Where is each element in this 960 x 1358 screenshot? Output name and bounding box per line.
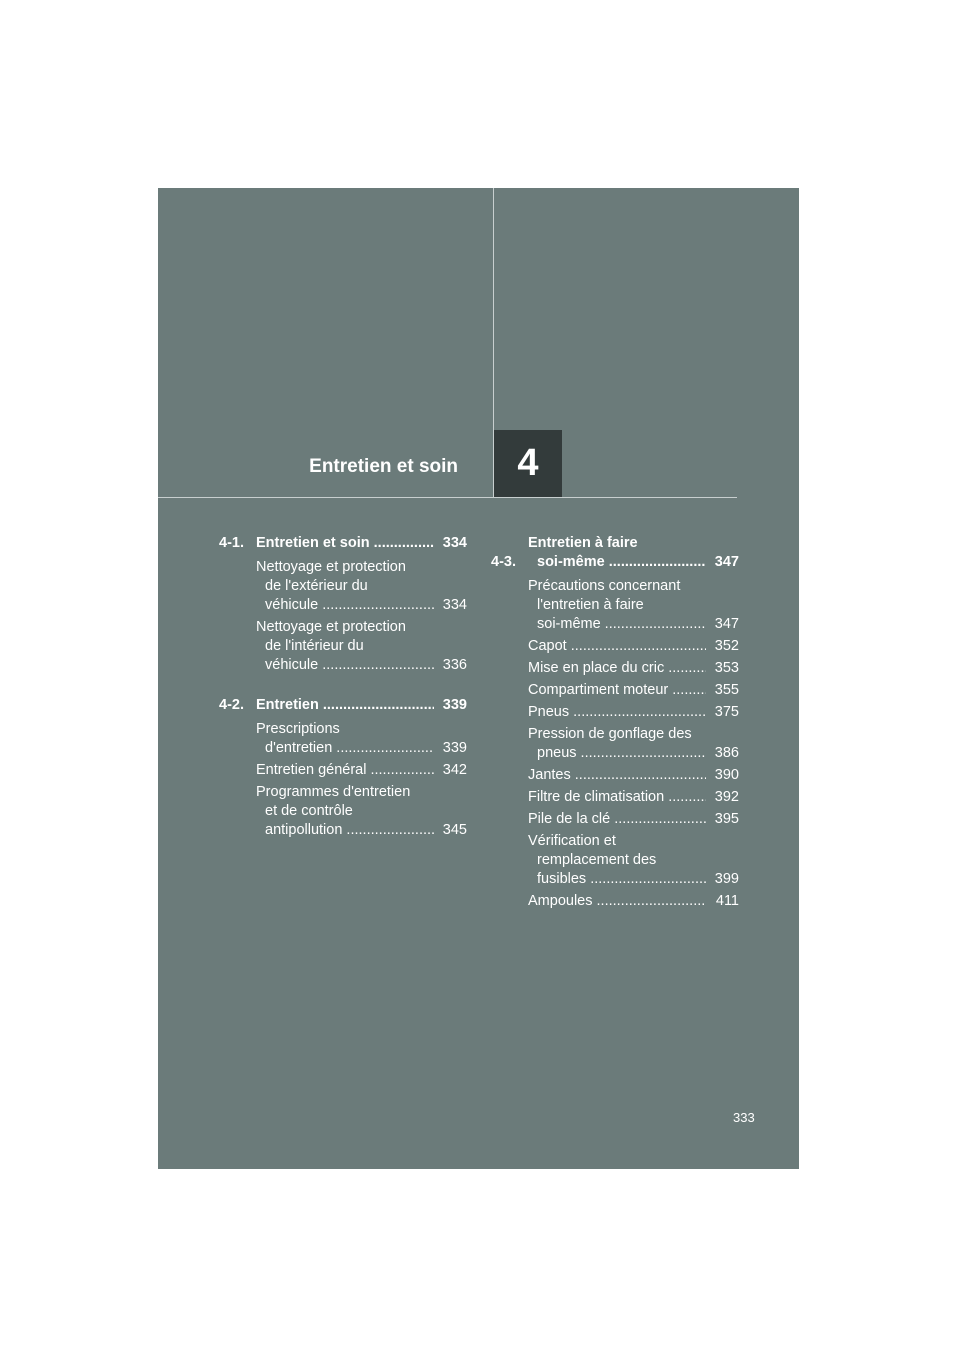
toc-section-title: [256, 534, 434, 553]
page-number: 333: [733, 1110, 755, 1125]
toc-page-ref: 352: [714, 638, 739, 654]
toc-text-line: Ampoules .....: [528, 892, 706, 911]
toc-entries: [491, 577, 739, 911]
toc-page-ref: 334: [442, 597, 467, 613]
toc-entry-title: [256, 761, 434, 780]
toc-entry[interactable]: [528, 577, 739, 634]
toc-entry-title: [528, 681, 706, 700]
toc-column-left: [219, 534, 467, 861]
toc-text-line: Pile de la clé .....: [528, 810, 706, 829]
toc-text-line: soi-même .....: [528, 615, 706, 634]
toc-page-ref: 386: [714, 745, 739, 761]
toc-column-right: [491, 534, 739, 932]
toc-entry[interactable]: [528, 788, 739, 807]
toc-page-ref: 339: [442, 740, 467, 756]
toc-text-line: antipollution .....: [256, 821, 434, 840]
toc-text-line: Nettoyage et protection: [256, 559, 406, 575]
toc-entry[interactable]: [528, 766, 739, 785]
toc-page-ref: 395: [714, 811, 739, 827]
toc-entry[interactable]: [528, 810, 739, 829]
toc-text-line: et de contrôle: [265, 803, 353, 819]
toc-text-line: Pneus .....: [528, 703, 706, 722]
toc-entry[interactable]: [528, 892, 739, 911]
toc-entry[interactable]: [528, 725, 739, 763]
toc-text-line: Entretien général .....: [256, 761, 434, 780]
toc-entry[interactable]: [528, 681, 739, 700]
toc-entry[interactable]: [256, 558, 467, 615]
toc-text-line: Vérification et: [528, 833, 616, 849]
toc-text-line: Entretien .....: [256, 696, 434, 715]
toc-page-ref: 345: [442, 822, 467, 838]
toc-text-line: véhicule .....: [256, 656, 434, 675]
toc-entry-title: [528, 832, 706, 889]
toc-text-line: remplacement des: [537, 852, 657, 868]
toc-entry[interactable]: [256, 618, 467, 675]
toc-entry-title: [256, 618, 434, 675]
toc-text-line: véhicule .....: [256, 596, 434, 615]
chapter-title: Entretien et soin: [309, 456, 458, 477]
toc-text-line: Prescriptions: [256, 721, 340, 737]
toc-entry-title: [528, 659, 706, 678]
toc-text-line: Compartiment moteur .....: [528, 681, 706, 700]
toc-section: [491, 534, 739, 911]
toc-entry[interactable]: [528, 703, 739, 722]
toc-entry[interactable]: [528, 637, 739, 656]
toc-section-title: [256, 696, 434, 715]
toc-section-title: [528, 534, 706, 572]
toc-text-line: soi-même .....: [528, 553, 706, 572]
toc-text-line: Pression de gonflage des: [528, 726, 692, 742]
toc-page-ref: 334: [442, 535, 467, 551]
toc-text-line: Nettoyage et protection: [256, 619, 406, 635]
toc-entry-title: [256, 783, 434, 840]
toc-text-line: Capot .....: [528, 637, 706, 656]
horizontal-divider: [158, 497, 737, 498]
toc-entry[interactable]: [528, 659, 739, 678]
toc-section: [219, 534, 467, 675]
toc-page-ref: 342: [442, 762, 467, 778]
toc-text-line: de l'intérieur du: [265, 638, 364, 654]
toc-entry[interactable]: [256, 783, 467, 840]
toc-text-line: Entretien et soin .....: [256, 534, 434, 553]
chapter-number-box: 4: [494, 430, 562, 497]
toc-section-number: 4-2.: [219, 697, 244, 713]
toc-text-line: d'entretien .....: [256, 739, 434, 758]
toc-page-ref: 399: [714, 871, 739, 887]
toc-text-line: de l'extérieur du: [265, 578, 368, 594]
toc-page-ref: 390: [714, 767, 739, 783]
toc-section-number: 4-3.: [491, 554, 516, 570]
toc-text-line: Filtre de climatisation .....: [528, 788, 706, 807]
toc-entry-title: [528, 637, 706, 656]
toc-entry-title: [528, 703, 706, 722]
toc-entries: [219, 720, 467, 840]
toc-section: [219, 696, 467, 840]
toc-text-line: Entretien à faire: [528, 535, 638, 551]
toc-page-ref: 353: [714, 660, 739, 676]
toc-page-ref: 355: [714, 682, 739, 698]
toc-text-line: pneus .....: [528, 744, 706, 763]
toc-section-heading[interactable]: [219, 534, 467, 553]
toc-page-ref: 411: [715, 893, 739, 909]
toc-text-line: Précautions concernant: [528, 578, 681, 594]
toc-entry-title: [528, 892, 706, 911]
toc-text-line: l'entretien à faire: [537, 597, 644, 613]
toc-text-line: Programmes d'entretien: [256, 784, 411, 800]
toc-entry[interactable]: [256, 761, 467, 780]
toc-section-number: 4-1.: [219, 535, 244, 551]
toc-page-ref: 347: [714, 616, 739, 632]
toc-text-line: fusibles .....: [528, 870, 706, 889]
toc-page-ref: 375: [714, 704, 739, 720]
toc-page-ref: 336: [442, 657, 467, 673]
toc-entry-title: [528, 766, 706, 785]
toc-entry[interactable]: [256, 720, 467, 758]
toc-entry-title: [256, 720, 434, 758]
toc-section-heading[interactable]: [219, 696, 467, 715]
toc-entries: [219, 558, 467, 675]
toc-section-heading[interactable]: [491, 534, 739, 572]
toc-text-line: Jantes .....: [528, 766, 706, 785]
toc-entry-title: [528, 788, 706, 807]
toc-page-ref: 347: [714, 554, 739, 570]
toc-entry-title: [256, 558, 434, 615]
toc-entry-title: [528, 577, 706, 634]
toc-page-ref: 339: [442, 697, 467, 713]
toc-entry-title: [528, 725, 706, 763]
toc-page-ref: 392: [714, 789, 739, 805]
toc-entry[interactable]: [528, 832, 739, 889]
toc-entry-title: [528, 810, 706, 829]
toc-text-line: Mise en place du cric .....: [528, 659, 706, 678]
